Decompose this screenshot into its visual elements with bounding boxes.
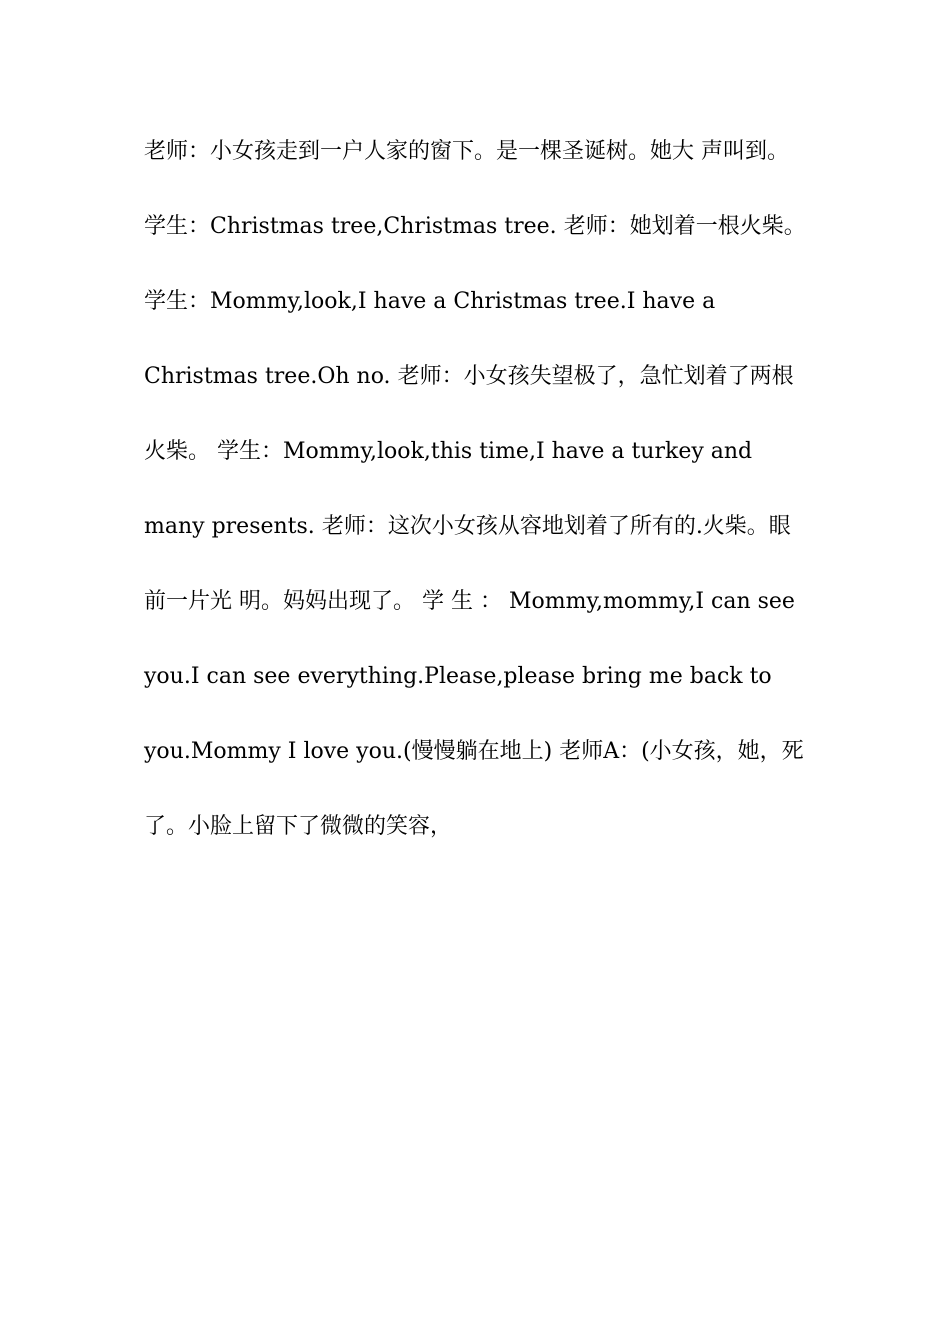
dialogue-text — [144, 114, 806, 864]
text-line: everything.Please,please bring me back to you.Mommy I — [144, 664, 772, 764]
text-line: 老师：她划着一根火柴。 — [563, 214, 806, 239]
text-line: 明。妈妈出现了。 — [239, 589, 416, 614]
text-line: Christmas tree.Oh no. — [144, 364, 391, 389]
text-line: 学生：Mommy,look,I have a Christmas tree.I have a — [144, 289, 716, 314]
text-line: presents. — [211, 514, 315, 539]
text-line: 老师：小女孩失望极了，急忙划着了两根火柴。 — [144, 364, 794, 464]
text-line: 学生：Christmas tree,Christmas tree. — [144, 214, 557, 239]
text-line: love you.(慢慢躺在地上) — [303, 739, 553, 764]
text-line: 学生：Mommy,look,this time,I have a turkey and many — [144, 439, 753, 539]
text-line: 声叫到。 — [701, 139, 790, 164]
text-line: 老师：这次小女孩从容地划着了所有的.火柴。眼前一片光 — [144, 514, 791, 614]
text-line: 学 生 ： Mommy,mommy,I can see you.I can see — [144, 589, 795, 689]
text-line: 老师A：(小女孩，她，死了。小脸上留下了微微的笑容， — [144, 739, 804, 839]
text-line: 老师：小女孩走到一户人家的窗下。是一棵圣诞树。她大 — [144, 139, 695, 164]
